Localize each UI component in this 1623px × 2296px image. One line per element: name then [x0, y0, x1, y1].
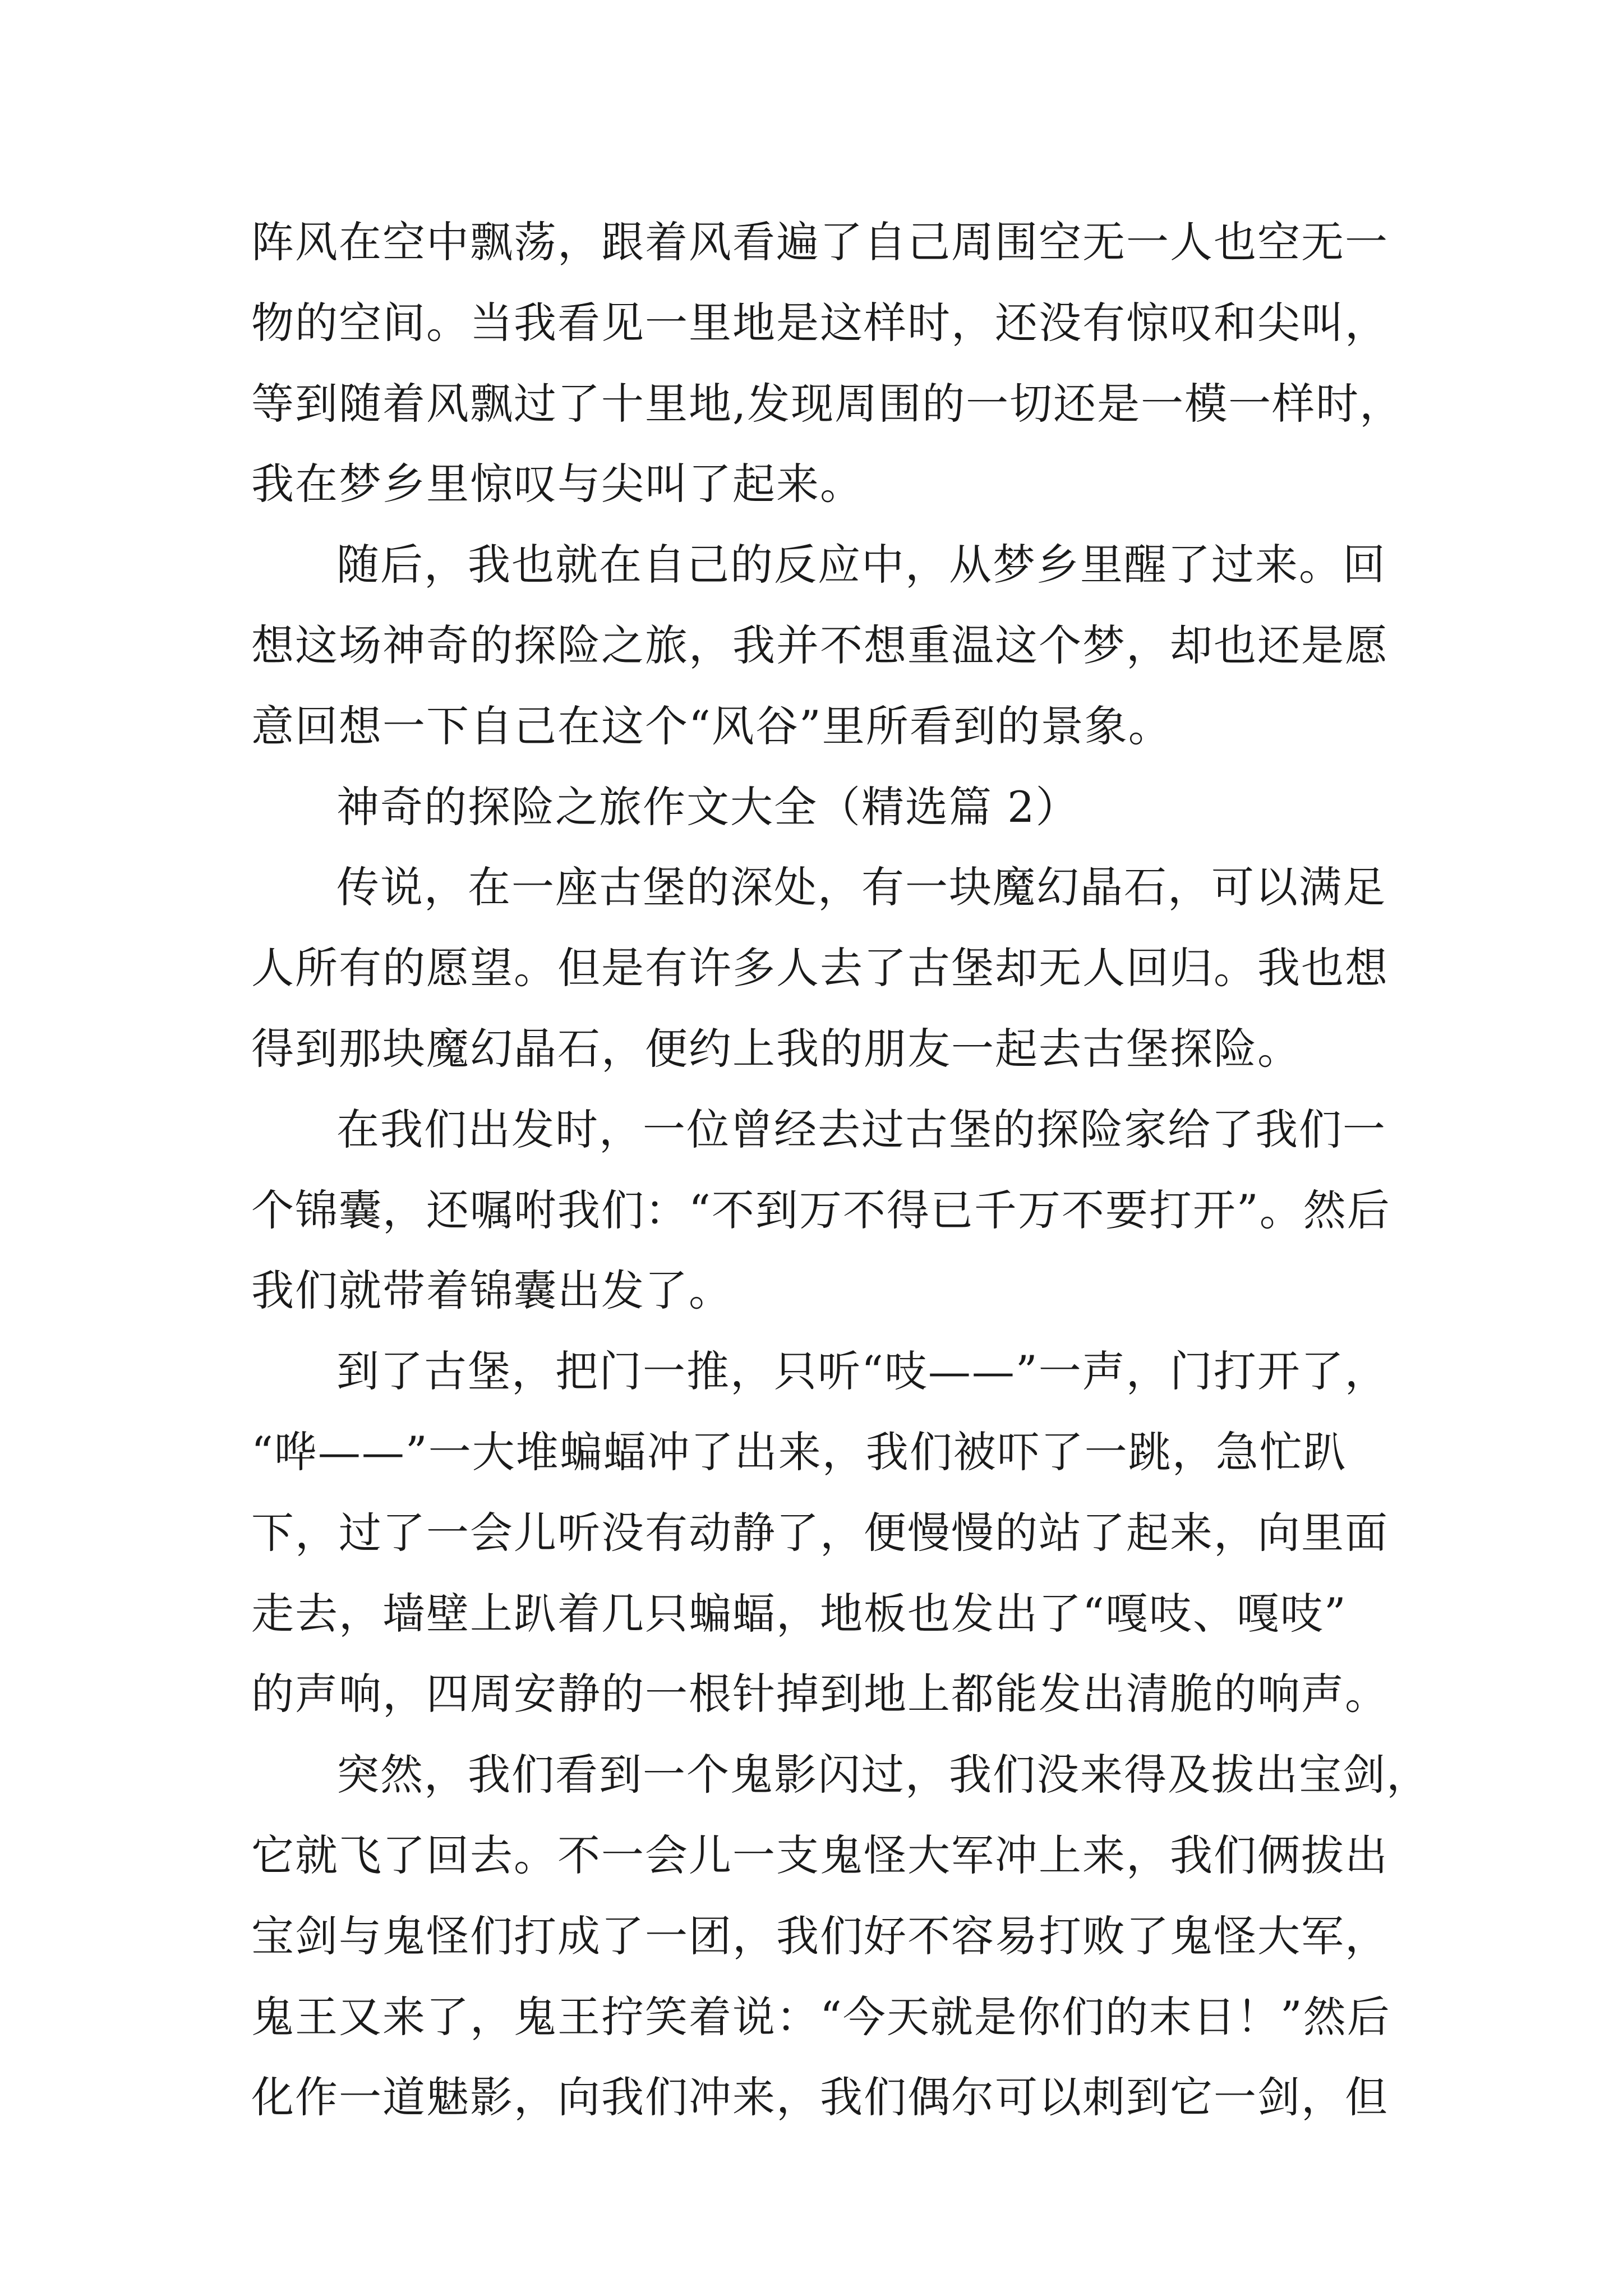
text-line: 阵风在空中飘荡，跟着风看遍了自己周围空无一人也空无一 — [251, 217, 1389, 267]
text-line: 等到随着风飘过了十里地,发现周围的一切还是一模一样时， — [251, 378, 1404, 429]
text-line: 在我们出发时，一位曾经去过古堡的探险家给了我们一 — [336, 1104, 1386, 1154]
text-line: 化作一道魅影，向我们冲来，我们偶尔可以刺到它一剑，但 — [251, 2072, 1389, 2123]
text-line: 意回想一下自己在这个“风谷”里所看到的景象。 — [251, 701, 1172, 751]
text-line: 物的空间。当我看见一里地是这样时，还没有惊叹和尖叫， — [251, 297, 1389, 348]
text-line: 它就飞了回去。不一会儿一支鬼怪大军冲上来，我们俩拔出 — [251, 1830, 1389, 1880]
text-line: 得到那块魔幻晶石，便约上我的朋友一起去古堡探险。 — [251, 1023, 1301, 1074]
text-line: 我在梦乡里惊叹与尖叫了起来。 — [251, 459, 864, 509]
text-line: 随后，我也就在自己的反应中，从梦乡里醒了过来。回 — [336, 540, 1386, 590]
body-text — [251, 202, 1435, 2138]
text-line: 传说，在一座古堡的深处，有一块魔幻晶石，可以满足 — [336, 862, 1386, 913]
text-line: 到了古堡，把门一推，只听“吱——”一声，门打开了， — [336, 1346, 1389, 1397]
text-line: 我们就带着锦囊出发了。 — [251, 1266, 732, 1316]
text-line: 走去，墙壁上趴着几只蝙蝠，地板也发出了“嘎吱、嘎吱” — [251, 1588, 1347, 1639]
text-line: 突然，我们看到一个鬼影闪过，我们没来得及拔出宝剑， — [336, 1750, 1430, 1800]
text-line: 想这场神奇的探险之旅，我并不想重温这个梦，却也还是愿 — [251, 620, 1389, 670]
text-line: 人所有的愿望。但是有许多人去了古堡却无人回归。我也想 — [251, 943, 1389, 993]
text-line: 宝剑与鬼怪们打成了一团，我们好不容易打败了鬼怪大军， — [251, 1911, 1389, 1961]
text-line: 的声响，四周安静的一根针掉到地上都能发出清脆的响声。 — [251, 1669, 1389, 1719]
text-line: 个锦囊，还嘱咐我们：“不到万不得已千万不要打开”。然后 — [251, 1185, 1391, 1235]
section-heading: 神奇的探险之旅作文大全（精选篇 2） — [336, 781, 1080, 832]
text-line: “哗——”一大堆蝙蝠冲了出来，我们被吓了一跳，急忙趴 — [251, 1427, 1347, 1477]
text-line: 鬼王又来了，鬼王拧笑着说：“今天就是你们的末日！”然后 — [251, 1991, 1391, 2042]
text-line: 下，过了一会儿听没有动静了，便慢慢的站了起来，向里面 — [251, 1507, 1389, 1558]
